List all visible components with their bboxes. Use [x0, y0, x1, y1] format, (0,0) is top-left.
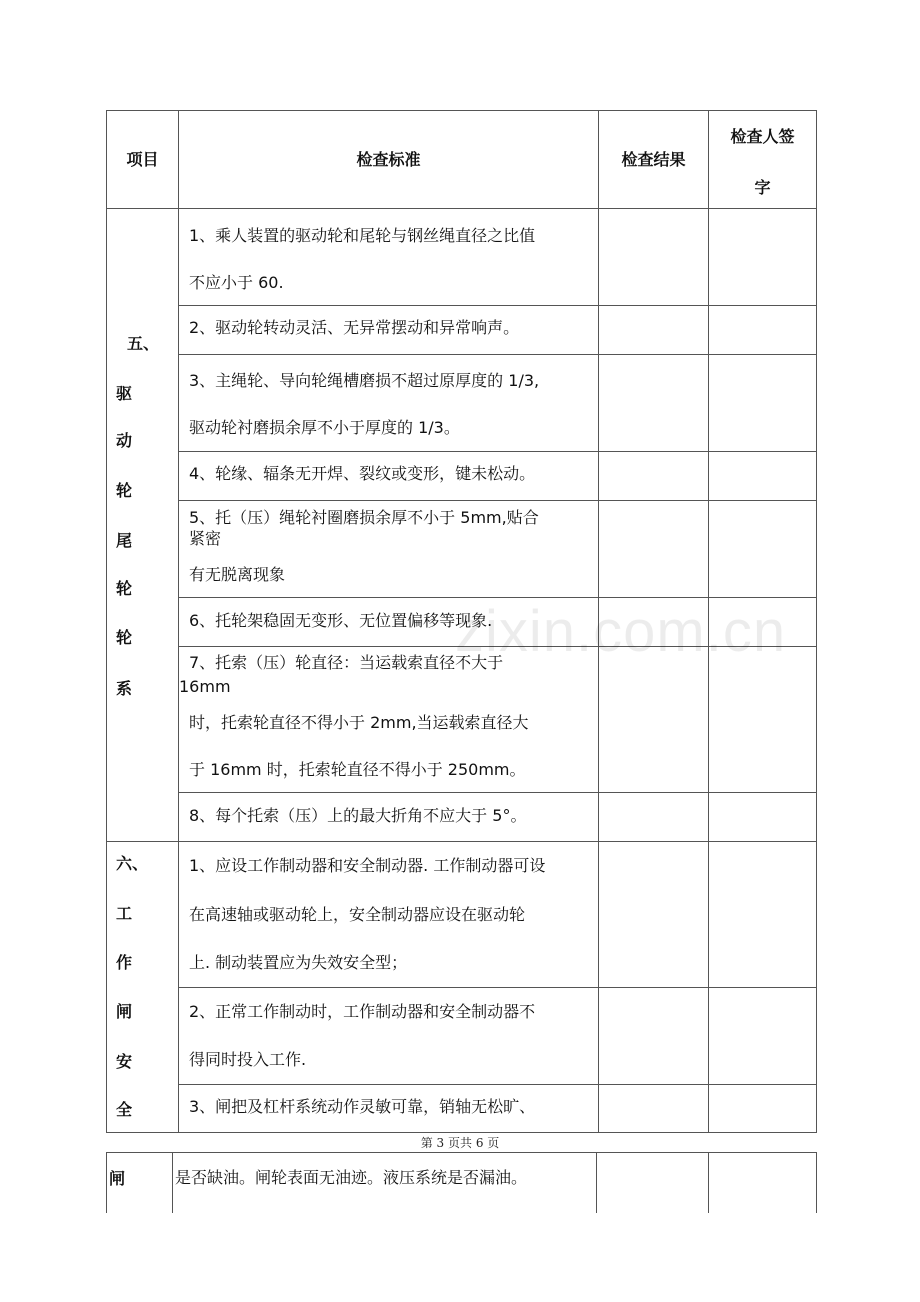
standard-line: 1、应设工作制动器和安全制动器. 工作制动器可设 [189, 856, 546, 875]
table-row [107, 501, 817, 598]
table-row [107, 1085, 817, 1133]
section-char: 工 [116, 904, 133, 923]
table-row [107, 209, 817, 306]
section-char: 系 [116, 679, 133, 698]
signer-cell [709, 501, 817, 598]
section-5-label [107, 209, 179, 842]
standard-line: 是否缺油。闸轮表面无油迹。液压系统是否漏油。 [175, 1168, 528, 1187]
result-cell [599, 306, 709, 355]
section-char: 驱 [116, 384, 133, 403]
signer-cell [709, 452, 817, 501]
section-char: 全 [116, 1100, 133, 1119]
table-row [107, 598, 817, 647]
standard-cell [179, 306, 599, 355]
section-6-label [107, 842, 179, 1133]
standard-line: 驱动轮衬磨损余厚不小于厚度的 1/3。 [189, 418, 460, 437]
inspection-table [106, 110, 817, 1133]
result-cell [599, 647, 709, 793]
signer-cell [709, 355, 817, 452]
standard-line: 1、乘人装置的驱动轮和尾轮与钢丝绳直径之比值 [189, 226, 536, 245]
standard-line: 不应小于 60. [189, 273, 284, 292]
header-signer [709, 111, 817, 209]
standard-cell [179, 598, 599, 647]
section-char: 闸 [116, 1002, 133, 1021]
section-label [107, 1153, 173, 1213]
standard-cell [179, 209, 599, 306]
standard-cell [179, 1085, 599, 1133]
section-char: 轮 [116, 579, 133, 598]
result-cell [599, 598, 709, 647]
standard-cell [179, 647, 599, 793]
table-header-row [107, 111, 817, 209]
signer-cell [709, 209, 817, 306]
standard-line: 16mm [179, 677, 231, 696]
result-cell [597, 1153, 709, 1213]
result-cell [599, 355, 709, 452]
result-cell [599, 842, 709, 988]
section-char: 五、 [127, 334, 160, 353]
section-char: 安 [116, 1052, 133, 1071]
standard-line: 于 16mm 时，托索轮直径不得小于 250mm。 [189, 760, 526, 779]
section-char: 闸 [109, 1169, 126, 1188]
table-row [107, 355, 817, 452]
standard-cell [179, 501, 599, 598]
table-row [107, 647, 817, 793]
section-char: 尾 [116, 531, 133, 550]
result-cell [599, 501, 709, 598]
signer-cell [709, 1153, 817, 1213]
standard-line: 5、托（压）绳轮衬圈磨损余厚不小于 5mm,贴合 [189, 508, 539, 527]
standard-cell [179, 452, 599, 501]
signer-cell [709, 598, 817, 647]
watermark: zixin.com.cn [455, 599, 787, 664]
signer-cell [709, 306, 817, 355]
header-item: 项目 [107, 111, 179, 209]
table-row [107, 988, 817, 1085]
section-char: 作 [116, 953, 133, 972]
page-number-footer: 第 3 页共 6 页 [420, 1136, 500, 1150]
header-signer-line1: 检查人签 [730, 127, 795, 146]
standard-cell [179, 793, 599, 842]
next-page-table [106, 1152, 817, 1213]
table-row [107, 452, 817, 501]
signer-cell [709, 988, 817, 1085]
standard-cell [179, 988, 599, 1085]
standard-line: 有无脱离现象 [189, 565, 286, 584]
result-cell [599, 452, 709, 501]
section-char: 轮 [116, 481, 133, 500]
table-row [107, 1153, 817, 1213]
standard-cell [179, 355, 599, 452]
table-row [107, 793, 817, 842]
section-char: 六、 [116, 854, 149, 873]
standard-line: 2、正常工作制动时，工作制动器和安全制动器不 [189, 1002, 536, 1021]
result-cell [599, 988, 709, 1085]
header-result: 检查结果 [599, 111, 709, 209]
standard-cell [179, 842, 599, 988]
standard-line: 上. 制动装置应为失效安全型； [189, 953, 408, 972]
standard-line: 得同时投入工作. [189, 1050, 307, 1069]
signer-cell [709, 793, 817, 842]
standard-line: 4、轮缘、辐条无开焊、裂纹或变形，键未松动。 [189, 464, 536, 483]
standard-line: 2、驱动轮转动灵活、无异常摆动和异常响声。 [189, 318, 520, 337]
standard-line: 7、托索（压）轮直径：当运载索直径不大于 [189, 653, 504, 672]
standard-line: 8、每个托索（压）上的最大折角不应大于 5°。 [189, 806, 527, 825]
result-cell [599, 1085, 709, 1133]
header-standard: 检查标准 [179, 111, 599, 209]
signer-cell [709, 842, 817, 988]
section-char: 动 [116, 431, 133, 450]
result-cell [599, 209, 709, 306]
standard-line: 3、闸把及杠杆系统动作灵敏可靠，销轴无松旷、 [189, 1097, 536, 1116]
table-row [107, 842, 817, 988]
signer-cell [709, 647, 817, 793]
section-char: 轮 [116, 628, 133, 647]
result-cell [599, 793, 709, 842]
table-row [107, 306, 817, 355]
standard-line: 在高速轴或驱动轮上，安全制动器应设在驱动轮 [189, 905, 526, 924]
standard-line: 3、主绳轮、导向轮绳槽磨损不超过原厚度的 1/3, [189, 371, 540, 390]
header-signer-line2: 字 [754, 178, 771, 197]
standard-line: 6、托轮架稳固无变形、无位置偏移等现象. [189, 611, 493, 630]
standard-line: 紧密 [189, 529, 222, 548]
signer-cell [709, 1085, 817, 1133]
standard-cell [173, 1153, 597, 1213]
standard-line: 时，托索轮直径不得小于 2mm,当运载索直径大 [189, 713, 529, 732]
